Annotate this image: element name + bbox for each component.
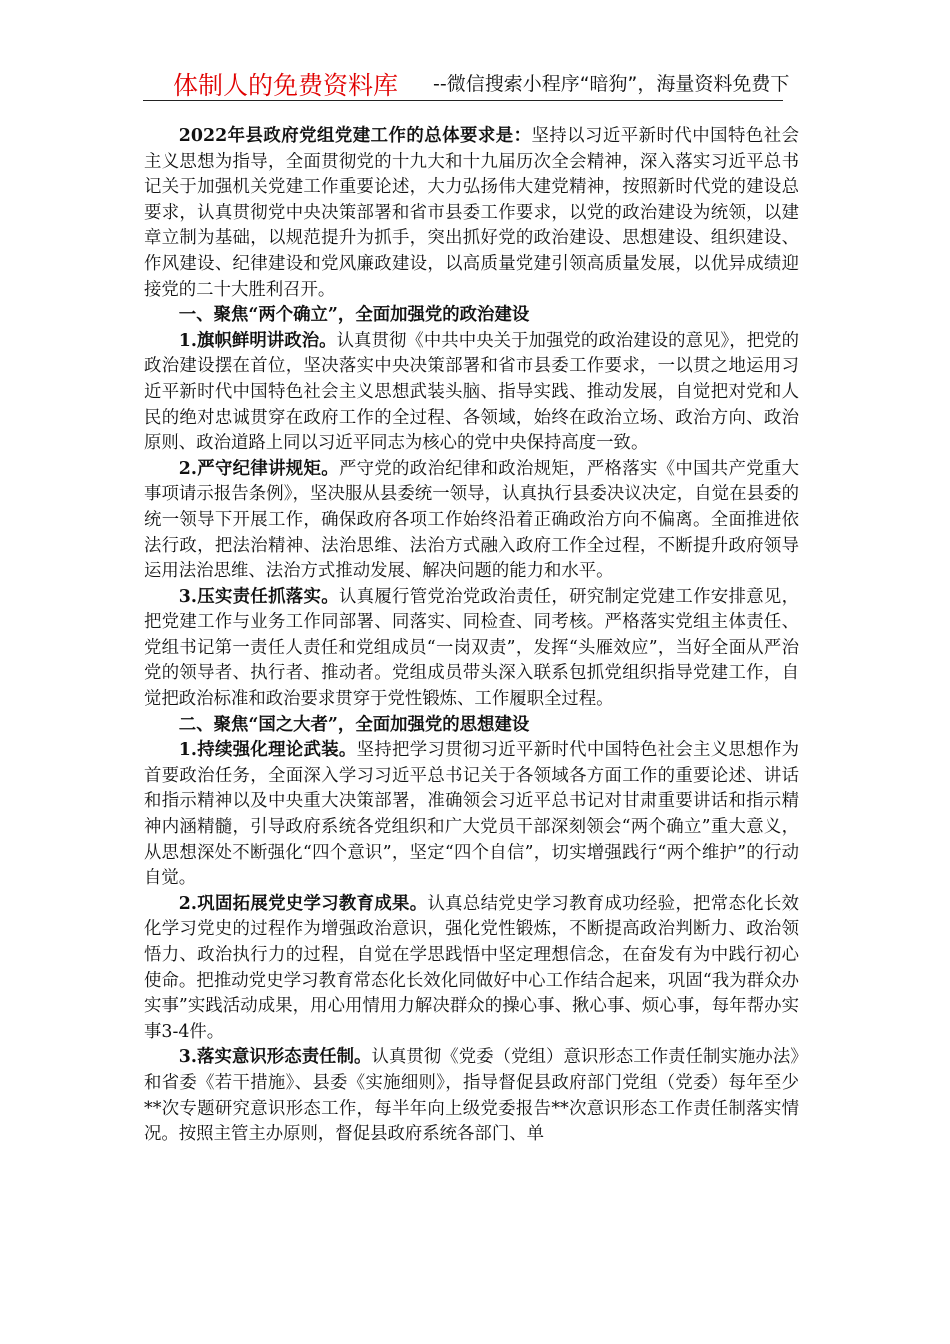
paragraph — [144, 585, 799, 713]
document-body — [144, 124, 799, 1148]
paragraph-lead: 3.压实责任抓落实。 — [178, 586, 339, 607]
header-brand: 体制人的免费资料库 — [173, 71, 399, 100]
paragraph-text: 认真总结党史学习教育成功经验，把常态化长效化学习党史的过程作为增强政治意识，强化党性锻炼，不断提高政治判断力、政治领悟力、政治执行力的过程，自觉在学思践悟中坚定理想信念，在奋发有为中践行初心使命。把推动党史学习教育常态化长效化同做好中心工作结合起来，巩固“我为群众办实事”实践活动成果，用心用情用力解决群众的操心事、揪心事、烦心事，每年帮办实事3-4件。 — [144, 893, 799, 1042]
paragraph-text: 认真贯彻《中共中央关于加强党的政治建设的意见》，把党的政治建设摆在首位，坚决落实中央决策部署和省市县委工作要求，一以贯之地运用习近平新时代中国特色社会主义思想武装头脑、指导实践、推动发展，自觉把对党和人民的绝对忠诚贯穿在政府工作的全过程、各领域，始终在政治立场、政治方向、政治原则、政治道路上同以习近平同志为核心的党中央保持高度一致。 — [144, 330, 799, 454]
paragraph — [144, 892, 799, 1046]
paragraph-lead: 1.持续强化理论武装。 — [178, 740, 357, 761]
page-header — [143, 60, 790, 101]
paragraph-text: 严守党的政治纪律和政治规矩，严格落实《中国共产党重大事项请示报告条例》，坚决服从县委统一领导，认真执行县委决议决定，自觉在县委的统一领导下开展工作，确保政府各项工作始终沿着正确政治方向不偏离。全面推进依法行政，把法治精神、法治思维、法治方式融入政府工作全过程，不断提升政府领导运用法治思维、法治方式推动发展、解决问题的能力和水平。 — [144, 458, 800, 582]
paragraph — [144, 457, 799, 585]
paragraph-text: 坚持把学习贯彻习近平新时代中国特色社会主义思想作为首要政治任务，全面深入学习习近平总书记关于各领域各方面工作的重要论述、讲话和指示精神以及中央重大决策部署，准确领会习近平总书记对甘肃重要讲话和指示精神内涵精髓，引导政府系统各党组织和广大党员干部深刻领会“两个确立”重大意义，从思想深处不断强化“四个意识”，坚定“四个自信”，切实增强践行“两个维护”的行动自觉。 — [144, 740, 799, 889]
paragraph-text: 认真贯彻《党委（党组）意识形态工作责任制实施办法》和省委《若干措施》、县委《实施细则》，指导督促县政府部门党组（党委）每年至少**次专题研究意识形态工作，每半年向上级党委报告**次意识形态工作责任制落实情况。按照主管主办原则，督促县政府系统各部门、单 — [144, 1047, 799, 1145]
paragraph-lead: 2.巩固拓展党史学习教育成果。 — [178, 893, 428, 914]
paragraph-text: 认真履行管党治党政治责任，研究制定党建工作安排意见，把党建工作与业务工作同部署、同落实、同检查、同考核。严格落实党组主体责任、党组书记第一责任人责任和党组成员“一岗双责”，发挥“头雁效应”，当好全面从严治党的领导者、执行者、推动者。党组成员带头深入联系包抓党组织指导党建工作，自觉把政治标准和政治要求贯穿于党性锻炼、工作履职全过程。 — [144, 586, 800, 710]
paragraph — [144, 1045, 799, 1147]
paragraph-lead: 1.旗帜鲜明讲政治。 — [178, 330, 337, 351]
paragraph-lead: 2.严守纪律讲规矩。 — [178, 458, 339, 479]
paragraph-lead: 3.落实意识形态责任制。 — [178, 1047, 372, 1068]
paragraph-text: 坚持以习近平新时代中国特色社会主义思想为指导，全面贯彻党的十九大和十九届历次全会精神，深入落实习近平总书记关于加强机关党建工作重要论述，大力弘扬伟大建党精神，按照新时代党的建设总要求，认真贯彻党中央决策部署和省市县委工作要求，以党的政治建设为统领，以建章立制为基础，以规范提升为抓手，突出抓好党的政治建设、思想建设、组织建设、作风建设、纪律建设和党风廉政建设，以高质量党建引领高质量发展，以优异成绩迎接党的二十大胜利召开。 — [144, 126, 799, 300]
paragraph — [144, 738, 799, 892]
paragraph-lead: 2022年县政府党组党建工作的总体要求是： — [178, 126, 532, 146]
section-heading: 二、聚焦“国之大者”，全面加强党的思想建设 — [178, 714, 530, 735]
paragraph — [144, 329, 799, 457]
section-heading: 一、聚焦“两个确立”，全面加强党的政治建设 — [178, 305, 530, 326]
header-tagline: --微信搜索小程序“暗狗”，海量资料免费下 — [433, 73, 790, 95]
intro-paragraph — [144, 124, 799, 303]
